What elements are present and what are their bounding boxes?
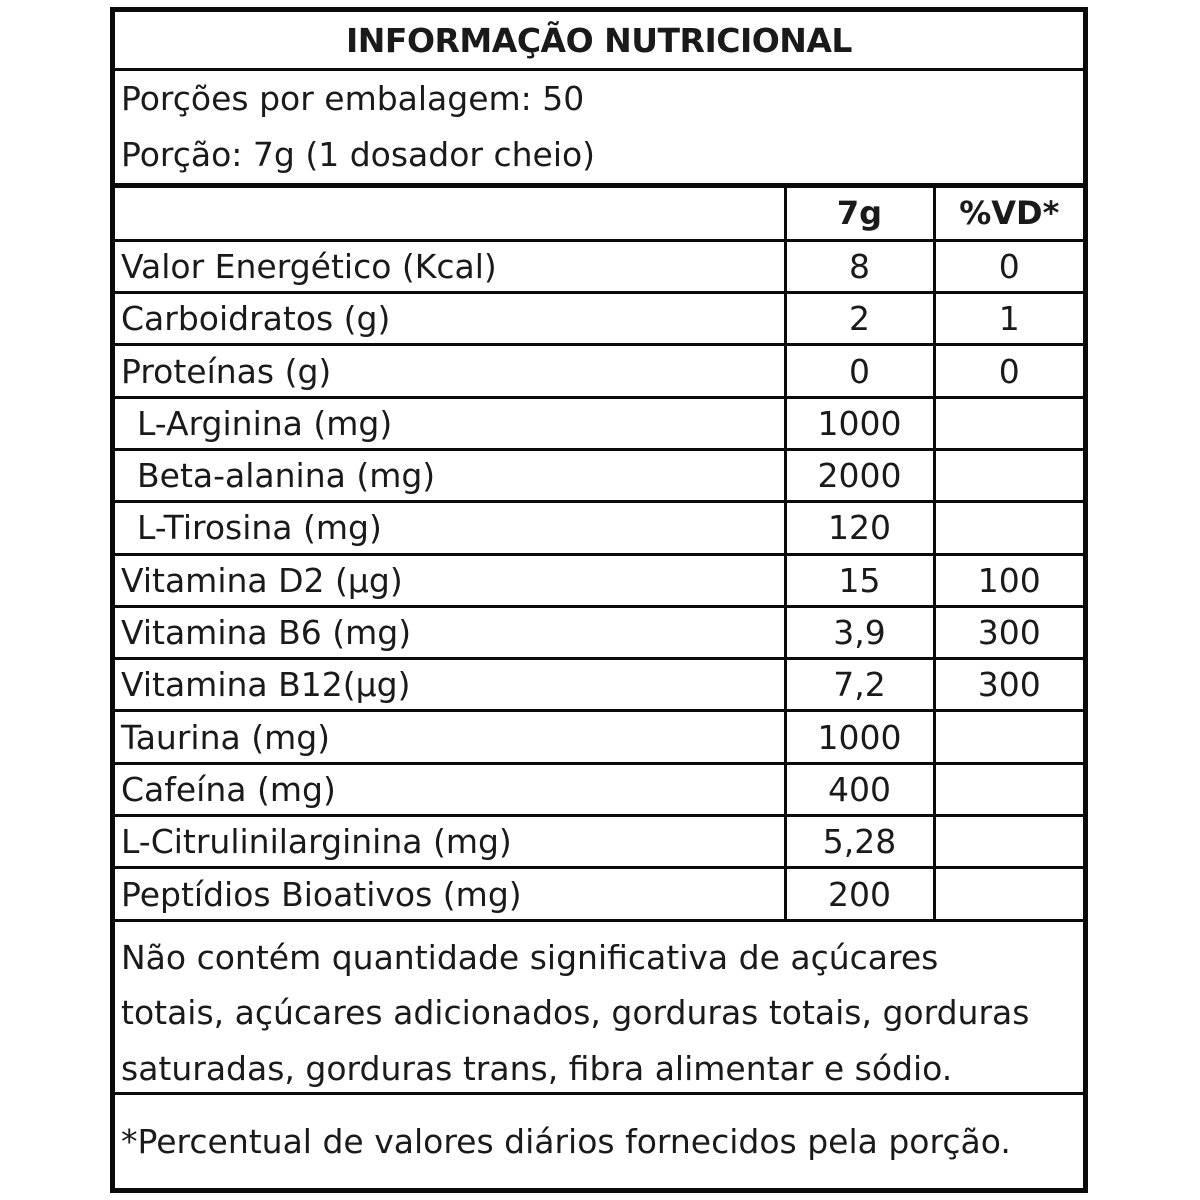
nutrient-daily-value: 100 — [934, 554, 1083, 606]
nutrient-name: Vitamina B12(µg) — [115, 659, 785, 711]
nutrient-daily-value: 0 — [934, 240, 1083, 292]
serving-size: Porção: 7g (1 dosador cheio) — [121, 135, 596, 174]
nutrient-name: Cafeína (mg) — [115, 763, 785, 815]
notice-line: totais, açúcares adicionados, gorduras totais, gorduras — [121, 993, 1030, 1033]
nutrient-daily-value — [934, 449, 1083, 501]
nutrient-amount: 200 — [785, 868, 934, 920]
table-row — [115, 763, 1083, 815]
table-row — [115, 711, 1083, 763]
table-row — [115, 606, 1083, 658]
nutrient-daily-value: 300 — [934, 606, 1083, 658]
nutrient-amount: 3,9 — [785, 606, 934, 658]
nutrient-name: Valor Energético (Kcal) — [115, 240, 785, 292]
nutrient-amount: 2 — [785, 293, 934, 345]
nutrient-amount: 0 — [785, 345, 934, 397]
table-row — [115, 345, 1083, 397]
nutrient-daily-value: 1 — [934, 293, 1083, 345]
nutrient-amount: 1000 — [785, 397, 934, 449]
table-row — [115, 816, 1083, 868]
servings-per-package: Porções por embalagem: 50 — [121, 79, 585, 118]
nutrient-daily-value — [934, 502, 1083, 554]
serving-info — [115, 71, 1083, 188]
nutrition-table — [115, 188, 1083, 922]
daily-value-footnote: *Percentual de valores diários fornecidos pela porção. — [121, 1121, 1011, 1161]
notice-line: Não contém quantidade significativa de açúcares — [121, 937, 939, 977]
nutrient-daily-value: 0 — [934, 345, 1083, 397]
nutrient-name: Taurina (mg) — [115, 711, 785, 763]
nutrient-amount: 2000 — [785, 449, 934, 501]
nutrient-name: Vitamina B6 (mg) — [115, 606, 785, 658]
header-amount: 7g — [785, 188, 934, 240]
table-row — [115, 502, 1083, 554]
nutrient-amount: 400 — [785, 763, 934, 815]
nutrient-amount: 7,2 — [785, 659, 934, 711]
not-significant-notice — [115, 922, 1083, 1095]
label-title: INFORMAÇÃO NUTRICIONAL — [115, 12, 1083, 71]
nutrient-amount: 1000 — [785, 711, 934, 763]
nutrient-amount: 8 — [785, 240, 934, 292]
table-row — [115, 293, 1083, 345]
table-row — [115, 397, 1083, 449]
notice-line: saturadas, gorduras trans, fibra alimentar e sódio. — [121, 1048, 953, 1088]
nutrient-name: Carboidratos (g) — [115, 293, 785, 345]
nutrient-amount: 120 — [785, 502, 934, 554]
nutrient-name: Proteínas (g) — [115, 345, 785, 397]
nutrient-amount: 15 — [785, 554, 934, 606]
nutrient-name: L-Citrulinilarginina (mg) — [115, 816, 785, 868]
table-row — [115, 554, 1083, 606]
table-row — [115, 868, 1083, 920]
nutrient-daily-value — [934, 711, 1083, 763]
header-nutrient — [115, 188, 785, 240]
nutrient-name: Vitamina D2 (µg) — [115, 554, 785, 606]
nutrient-daily-value — [934, 816, 1083, 868]
table-header-row — [115, 188, 1083, 240]
table-row — [115, 240, 1083, 292]
table-row — [115, 659, 1083, 711]
nutrient-amount: 5,28 — [785, 816, 934, 868]
nutrition-facts-label — [110, 7, 1088, 1193]
nutrient-daily-value — [934, 397, 1083, 449]
nutrient-daily-value — [934, 763, 1083, 815]
nutrient-name: L-Arginina (mg) — [115, 397, 785, 449]
nutrient-daily-value — [934, 868, 1083, 920]
nutrient-name: Beta-alanina (mg) — [115, 449, 785, 501]
nutrient-name: Peptídios Bioativos (mg) — [115, 868, 785, 920]
nutrient-name: L-Tirosina (mg) — [115, 502, 785, 554]
nutrient-daily-value: 300 — [934, 659, 1083, 711]
table-row — [115, 449, 1083, 501]
header-daily-value: %VD* — [934, 188, 1083, 240]
